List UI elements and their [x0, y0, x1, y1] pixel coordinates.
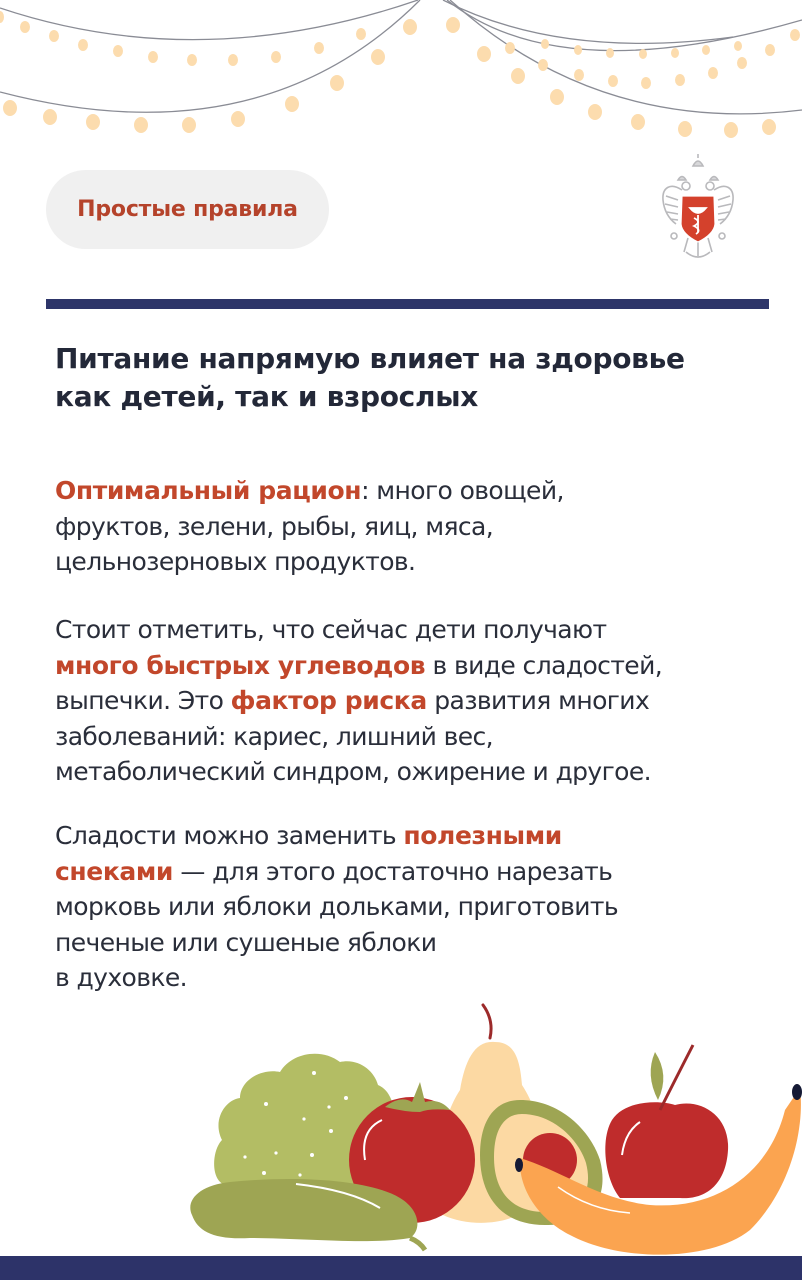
- text-line: Стоит отметить, что сейчас дети получают: [55, 615, 607, 644]
- page-title: [55, 340, 775, 416]
- text: выпечки. Это: [55, 686, 231, 715]
- title-line-2: как детей, так и взрослых: [55, 380, 478, 413]
- text-line: метаболический синдром, ожирение и другое.: [55, 757, 651, 786]
- text: : много овощей,: [361, 476, 564, 505]
- title-line-1: Питание напрямую влияет на здоровье: [55, 342, 685, 375]
- ministry-emblem-icon: [660, 152, 736, 266]
- text: — для этого достаточно нарезать: [173, 856, 613, 886]
- highlight-optimal-diet: Оптимальный рацион: [55, 476, 362, 505]
- text-line: печеные или сушеные яблоки: [55, 927, 437, 957]
- text-line: морковь или яблоки дольками, приготовить: [55, 892, 619, 921]
- highlight-fast-carbs: много быстрых углеводов: [55, 650, 426, 680]
- paragraph-fast-carbs: [55, 612, 775, 790]
- garland-decoration: [0, 0, 802, 150]
- fruits-vegetables-illustration: [180, 995, 802, 1260]
- text-line: фруктов, зелени, рыбы, яиц, мяса,: [55, 511, 494, 541]
- highlight-risk-factor: фактор риска: [230, 686, 427, 715]
- paragraph-optimal-diet: [55, 473, 775, 580]
- text: в виде сладостей,: [425, 650, 663, 680]
- tag-label: Простые правила: [77, 197, 298, 222]
- text: Сладости можно заменить: [55, 821, 404, 850]
- footer-bar: [0, 1256, 802, 1280]
- highlight-snacks: снеками: [55, 856, 174, 886]
- apple-icon: [605, 1045, 728, 1198]
- tag-pill: [46, 170, 329, 249]
- highlight-healthy: полезными: [403, 821, 562, 850]
- text-line: цельнозерновых продуктов.: [55, 547, 416, 576]
- top-divider: [46, 299, 769, 309]
- text-line: заболеваний: кариес, лишний вес,: [55, 721, 494, 751]
- text: развития многих: [426, 686, 650, 715]
- paragraph-healthy-snacks: [55, 818, 775, 996]
- text-line: в духовке.: [55, 963, 188, 992]
